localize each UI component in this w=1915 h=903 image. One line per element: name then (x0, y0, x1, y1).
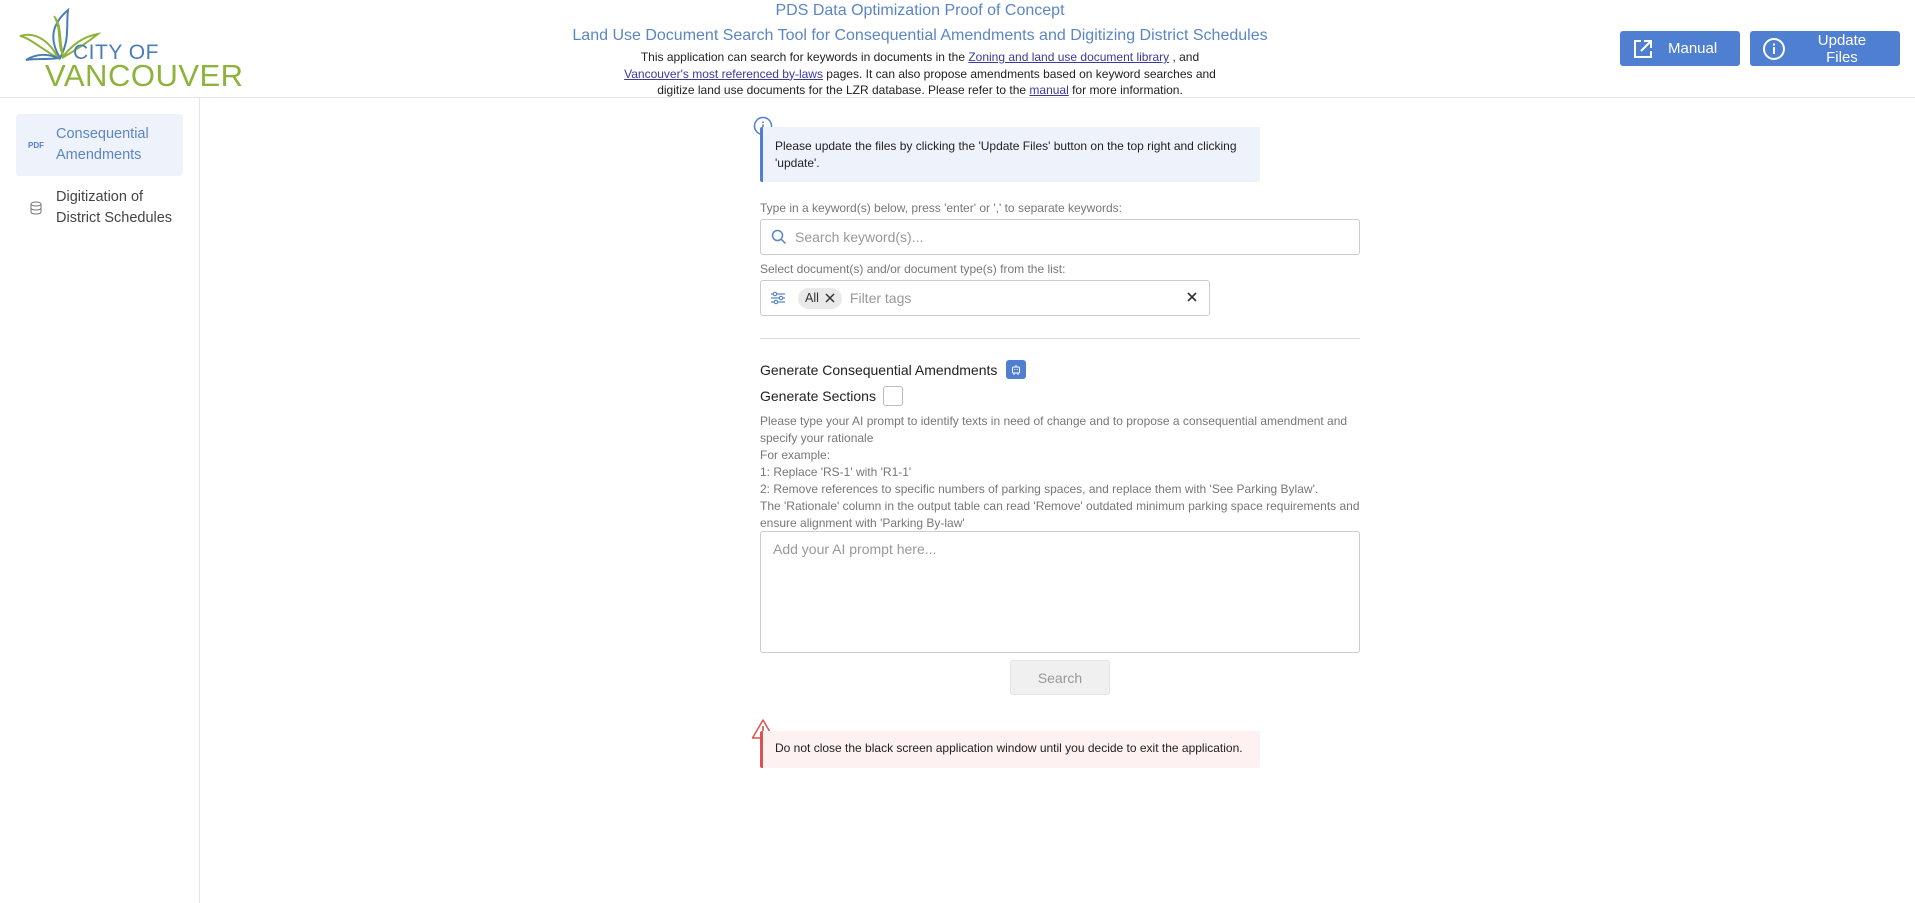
clear-tags-icon[interactable] (1185, 290, 1199, 304)
desc-text: This application can search for keywords in documents in the (640, 50, 969, 64)
bylaws-link[interactable]: Vancouver's most referenced by-laws (624, 66, 823, 81)
sidebar-label-line: Amendments (56, 147, 142, 163)
main-content (200, 98, 1915, 903)
manual-button-label: Manual (1668, 40, 1718, 57)
tag-remove-icon[interactable] (825, 293, 835, 303)
logo-vancouver: VANCOUVER (45, 58, 244, 93)
external-link-icon (1632, 38, 1654, 60)
app-description (620, 49, 1220, 99)
sidebar-item-consequential-amendments[interactable] (16, 114, 183, 176)
info-icon (1762, 37, 1786, 61)
prompt-instruction-line: 2: Remove references to specific numbers of parking spaces, and replace them with 'See Parking Bylaw'. (760, 482, 1319, 496)
sidebar-label-line: Consequential (56, 126, 149, 142)
desc-text: pages. It can also propose amendments based on keyword searches and digitize land use documents for the LZR database. Please refer to the (657, 66, 1216, 97)
sidebar (0, 98, 200, 903)
generate-amendments-label: Generate Consequential Amendments (760, 362, 998, 378)
generate-amendments-toggle[interactable] (1006, 360, 1026, 379)
manual-button[interactable] (1620, 31, 1740, 66)
database-icon (16, 201, 56, 215)
keyword-search-box (760, 219, 1360, 255)
document-tag-select[interactable] (760, 280, 1210, 316)
page-title: PDS Data Optimization Proof of Concept (775, 2, 1065, 19)
search-icon (771, 229, 787, 245)
keyword-label: Type in a keyword(s) below, press 'enter' or ',' to separate keywords: (760, 201, 1122, 215)
city-of-vancouver-logo (18, 8, 244, 93)
update-files-label: Update Files (1817, 31, 1867, 66)
sidebar-item-digitization[interactable] (16, 177, 183, 239)
keyword-search-input[interactable] (795, 229, 1335, 245)
logo-city-of: CITY OF (73, 41, 159, 64)
generate-sections-checkbox[interactable] (883, 386, 903, 406)
tag-chip-all (798, 288, 842, 309)
desc-text: , and (1169, 50, 1200, 64)
prompt-instruction-line: 1: Replace 'RS-1' with 'R1-1' (760, 465, 912, 479)
pdf-icon: PDF (28, 140, 44, 150)
zoning-library-link[interactable]: Zoning and land use document library (968, 50, 1170, 64)
sidebar-item-label (56, 187, 172, 229)
app-header (0, 0, 1915, 98)
prompt-instruction-line: For example: (760, 448, 831, 462)
search-button[interactable]: Search (1010, 660, 1110, 695)
prompt-instruction-line: The 'Rationale' column in the output table can read 'Remove' outdated minimum parking space requirements and ensure alignment with 'Parking By-law' (760, 499, 1360, 530)
manual-link[interactable]: manual (1029, 83, 1069, 97)
sidebar-label-line: District Schedules (56, 210, 173, 226)
do-not-close-alert: Do not close the black screen application window until you decide to exit the application. (760, 731, 1260, 768)
desc-text: for more information. (1068, 83, 1183, 97)
prompt-instruction-line: Please type your AI prompt to identify texts in need of change and to propose a consequential amendment and specify your rationale (760, 414, 1348, 445)
section-divider (760, 338, 1360, 339)
update-files-button[interactable] (1750, 31, 1900, 66)
robot-icon (1011, 364, 1021, 376)
header-center (470, 0, 1370, 99)
document-select-label: Select document(s) and/or document type(s) from the list: (760, 262, 1066, 276)
tag-chip-label: All (805, 291, 819, 305)
filter-tags-input[interactable] (850, 290, 1170, 306)
prompt-instructions (760, 413, 1360, 532)
sidebar-item-label (56, 124, 149, 166)
page-subtitle: Land Use Document Search Tool for Consequential Amendments and Digitizing District Schedules (572, 27, 1268, 44)
update-files-alert: Please update the files by clicking the 'Update Files' button on the top right and clicking 'update'. (760, 127, 1260, 182)
ai-prompt-textarea[interactable] (760, 531, 1360, 653)
sidebar-label-line: Digitization of (56, 189, 144, 205)
filter-sliders-icon (770, 291, 786, 305)
generate-sections-label: Generate Sections (760, 388, 876, 404)
